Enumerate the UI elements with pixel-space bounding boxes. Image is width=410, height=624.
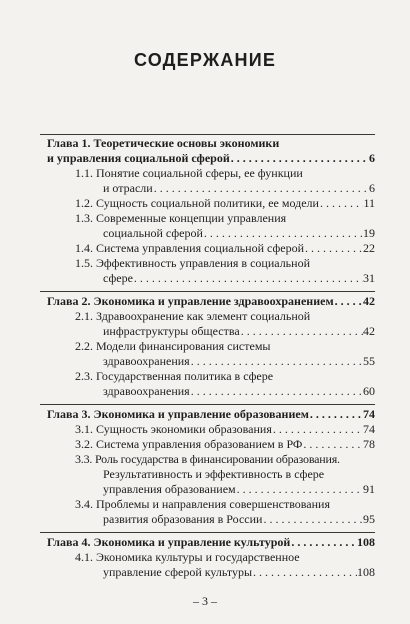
toc-title: СОДЕРЖАНИЕ <box>133 50 277 70</box>
chapter-3-title: Глава 3. Экономика и управление образованием <box>47 407 309 421</box>
leader-dots <box>252 565 357 580</box>
section-1-2-title: 1.2. Сущность социальной политики, ее модели <box>75 196 319 210</box>
section-4-1-page: 108 <box>357 565 375 579</box>
section-1-1-title-cont: и отрасли <box>103 181 153 195</box>
section-4-1-title: 4.1. Экономика культуры и государственное <box>75 550 300 564</box>
section-1-5-page: 31 <box>363 271 375 285</box>
section-3-4-line-2 <box>103 512 375 527</box>
chapter-4-divider <box>40 532 375 533</box>
section-2-3-title-cont: здравоохранения <box>103 384 190 398</box>
chapter-3-divider <box>40 404 375 405</box>
leader-dots <box>230 151 369 166</box>
section-2-3-title: 2.3. Государственная политика в сфере <box>75 369 274 383</box>
leader-dots <box>304 241 363 256</box>
chapter-1-title-line-2 <box>47 151 375 166</box>
section-2-2-title-cont: здравоохранения <box>103 354 190 368</box>
section-3-3-page: 91 <box>363 482 375 496</box>
section-3-3-title: 3.3. Роль государства в финансировании образования. <box>75 452 340 466</box>
leader-dots <box>133 271 363 286</box>
leader-dots <box>190 384 363 399</box>
section-3-2-page: 78 <box>363 437 375 451</box>
section-3-2 <box>75 437 375 452</box>
section-1-3-title-cont: социальной сферой <box>103 226 203 240</box>
section-2-2-page: 55 <box>363 354 375 368</box>
section-3-1 <box>75 422 375 437</box>
section-1-4 <box>75 241 375 256</box>
section-2-1-line-2 <box>103 324 375 339</box>
section-1-2 <box>75 196 375 211</box>
section-3-3-line-3 <box>103 482 375 497</box>
leader-dots <box>334 294 363 309</box>
section-1-4-page: 22 <box>363 241 375 255</box>
chapter-2-line <box>47 294 375 309</box>
section-1-5-title-cont: сфере <box>103 271 133 285</box>
leader-dots <box>272 422 363 437</box>
section-1-5-line-2 <box>103 271 375 286</box>
section-1-3-page: 19 <box>363 226 375 240</box>
chapter-1-title-cont: и управления социальной сферой <box>47 151 230 165</box>
chapter-3-line <box>47 407 375 422</box>
chapter-1-page: 6 <box>369 151 375 165</box>
section-4-1-title-cont: управление сферой культуры <box>103 565 253 579</box>
section-3-1-title: 3.1. Сущность экономики образования <box>75 422 272 436</box>
leader-dots <box>262 512 363 527</box>
section-3-4-title-cont: развития образования в России <box>103 512 263 526</box>
chapter-4-line <box>47 535 375 550</box>
leader-dots <box>240 324 363 339</box>
leader-dots <box>309 407 363 422</box>
section-1-5-title: 1.5. Эффективность управления в социальной <box>75 256 311 270</box>
chapter-2-title: Глава 2. Экономика и управление здравоохранением <box>47 294 334 308</box>
section-1-3-title: 1.3. Современные концепции управления <box>75 211 287 225</box>
leader-dots <box>203 226 363 241</box>
chapter-4-page: 108 <box>357 535 375 549</box>
section-3-4-page: 95 <box>363 512 375 526</box>
section-2-3-line-2 <box>103 384 375 399</box>
chapter-2-divider <box>40 291 375 292</box>
section-2-1-title: 2.1. Здравоохранение как элемент социальной <box>75 309 311 323</box>
chapter-2-page: 42 <box>363 294 375 308</box>
chapter-1-title: Глава 1. Теоретические основы экономики <box>47 136 280 150</box>
section-2-2-title: 2.2. Модели финансирования системы <box>75 339 271 353</box>
leader-dots <box>290 535 357 550</box>
section-1-4-title: 1.4. Система управления социальной сферой <box>75 241 304 255</box>
chapter-1-divider <box>40 134 375 135</box>
section-3-4-title: 3.4. Проблемы и направления совершенствования <box>75 497 330 511</box>
section-2-1-page: 42 <box>363 324 375 338</box>
section-2-1-title-cont: инфраструктуры общества <box>103 324 240 338</box>
section-3-3-title-cont: управления образованием <box>103 482 236 496</box>
section-2-2-line-2 <box>103 354 375 369</box>
leader-dots <box>153 181 369 196</box>
leader-dots <box>236 482 363 497</box>
section-3-1-page: 74 <box>363 422 375 436</box>
section-1-3-line-2 <box>103 226 375 241</box>
section-1-2-page: 11 <box>363 196 375 210</box>
leader-dots <box>319 196 363 211</box>
leader-dots <box>190 354 363 369</box>
section-3-2-title: 3.2. Система управления образованием в РФ <box>75 437 303 451</box>
section-1-1-title: 1.1. Понятие социальной сферы, ее функции <box>75 166 303 180</box>
section-3-3-title-line-2: Результативность и эффективность в сфере <box>103 467 325 481</box>
chapter-4-title: Глава 4. Экономика и управление культурой <box>47 535 291 549</box>
leader-dots <box>302 437 363 452</box>
section-4-1-line-2 <box>103 565 375 580</box>
chapter-3-page: 74 <box>363 407 375 421</box>
page-number: – 3 – <box>193 594 217 608</box>
section-1-1-page: 6 <box>369 181 375 195</box>
section-2-3-page: 60 <box>363 384 375 398</box>
section-1-1-line-2 <box>103 181 375 196</box>
